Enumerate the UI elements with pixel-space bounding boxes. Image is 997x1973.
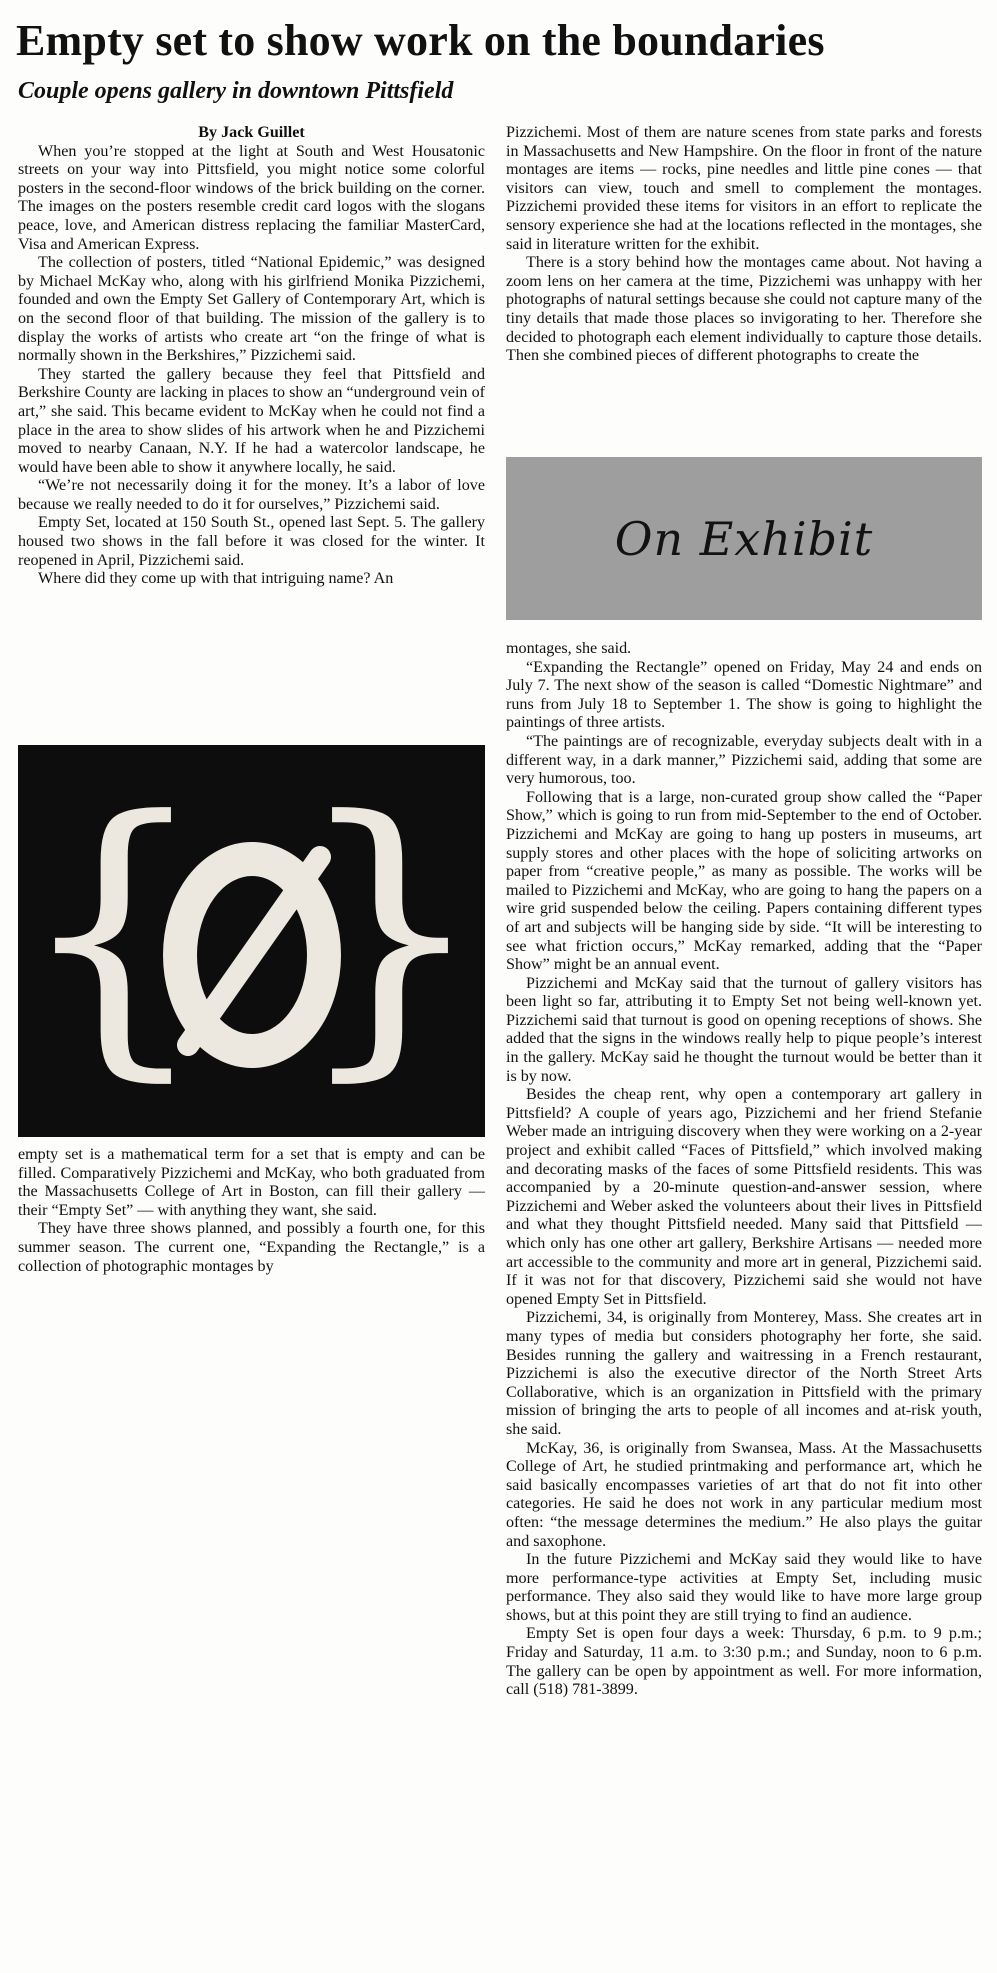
article-column-left-top (18, 124, 485, 589)
paragraph: Besides the cheap rent, why open a contemporary art gallery in Pittsfield? A couple of years ago, Pizzichemi and her friend Stefanie Weber made an intriguing discovery when they were working on a 2-year project and exhibit called “Faces of Pittsfield,” which involved making and decorating masks of the faces of some Pittsfield residents. This was accompanied by a 20-minute question-and-answer session, where Pizzichemi and Weber asked the volunteers about their lives in Pittsfield and what they thought Pittsfield needed. Many said that Pittsfield — which only has one other art gallery, Berkshire Artisans — needed more art accessible to the community and more art in general, Pizzichemi said. If it was not for that discovery, Pizzichemi said she would not have opened Empty Set in Pittsfield. (506, 1086, 982, 1308)
paragraph: empty set is a mathematical term for a set that is empty and can be filled. Comparatively Pizzichemi and McKay, who both graduated from the Massachusetts College of Art in Boston, can fill their gallery — their “Empty Set” — with anything they want, she said. (18, 1146, 485, 1219)
on-exhibit-text: On Exhibit (614, 511, 874, 566)
empty-set-logo (18, 745, 485, 1137)
paragraph: Pizzichemi, 34, is originally from Monterey, Mass. She creates art in many types of media but considers photography her forte, she said. Besides running the gallery and waitressing in a French restaurant, Pizzichemi is also the executive director of the North Street Arts Collaborative, which is an organization in Pittsfield with the primary mission of bringing the arts to people of all incomes and at-risk youth, she said. (506, 1309, 982, 1438)
paragraph: They started the gallery because they feel that Pittsfield and Berkshire County are lacking in places to show an “underground vein of art,” she said. This became evident to McKay when he could not find a place in the area to show slides of his artwork when he and Pizzichemi moved to nearby Canaan, N.Y. If he had a watercolor landscape, he would have been able to show it anywhere locally, he said. (18, 365, 485, 476)
on-exhibit-graphic (506, 457, 982, 620)
paragraph: Pizzichemi. Most of them are nature scenes from state parks and forests in Massachusetts and New Hampshire. On the floor in front of the nature montages are items — rocks, pine needles and little pine cones — that visitors can view, touch and smell to complement the montages. Pizzichemi provided these items for visitors in an effort to replicate the sensory experience she had at the locations reflected in the montages, she said in literature written for the exhibit. (506, 124, 982, 253)
paragraph: “We’re not necessarily doing it for the money. It’s a labor of love because we really needed to do it for ourselves,” Pizzichemi said. (18, 477, 485, 513)
svg-text:}: } (294, 757, 485, 1106)
paragraph: McKay, 36, is originally from Swansea, Mass. At the Massachusetts College of Art, he studied printmaking and performance art, which he said basically encompasses varieties of art that do not fit into other categories. He said he does not work in any particular medium most often: “the message determines the medium.” He also plays the guitar and saxophone. (506, 1439, 982, 1550)
paragraph: montages, she said. (506, 640, 632, 657)
article-column-right-top (506, 124, 982, 366)
paragraph: “The paintings are of recognizable, everyday subjects dealt with in a different way, in a dark manner,” Pizzichemi said, adding that some are very humorous, too. (506, 732, 982, 788)
article-column-left-bottom (18, 1146, 485, 1276)
paragraph: Empty Set is open four days a week: Thursday, 6 p.m. to 9 p.m.; Friday and Saturday, 11 a.m. to 3:30 p.m.; and Sunday, noon to 6 p.m. The gallery can be open by appointment as well. For more information, call (518) 781-3899. (506, 1625, 982, 1699)
byline: By Jack Guillet (198, 124, 305, 141)
paragraph: They have three shows planned, and possibly a fourth one, for this summer season. The current one, “Expanding the Rectangle,” is a collection of photographic montages by (18, 1220, 485, 1275)
paragraph: Following that is a large, non-curated group show called the “Paper Show,” which is going to run from mid-September to the end of October. Pizzichemi and McKay are going to hang up posters in museums, art supply stores and other places with the hope of soliciting artworks on paper from “creative people,” as many as possible. The works will be mailed to Pizzichemi and McKay, who are going to hang the papers on a wire grid suspended below the ceiling. Papers containing different types of art and subjects will be hanging side by side. “It will be interesting to see what friction occurs,” McKay remarked, adding that the “Paper Show” might be an annual event. (506, 788, 982, 974)
article-column-right-bottom (506, 640, 982, 1700)
paragraph: In the future Pizzichemi and McKay said they would like to have more performance-type activities at Empty Set, including music performance. They also said they would like to have more large group shows, but at this point they are still trying to find an audience. (506, 1551, 982, 1624)
headline: Empty set to show work on the boundaries (16, 16, 825, 65)
paragraph: When you’re stopped at the light at South and West Housatonic streets on your way into Pittsfield, you might notice some colorful posters in the second-floor windows of the brick building on the corner. The images on the posters resemble credit card logos with the slogans peace, love, and American distress replacing the familiar MasterCard, Visa and American Express. (18, 142, 485, 253)
empty-set-logo-text (18, 745, 19, 746)
paragraph: “Expanding the Rectangle” opened on Friday, May 24 and ends on July 7. The next show of the season is called “Domestic Nightmare” and runs from July 18 to September 1. The show is going to highlight the paintings of three artists. (506, 658, 982, 732)
empty-set-icon (18, 745, 485, 1137)
paragraph: Pizzichemi and McKay said that the turnout of gallery visitors has been light so far, attributing it to Empty Set not being well-known yet. Pizzichemi said that turnout is good on opening receptions of shows. She added that the signs in the windows really help to pique people’s interest in the gallery. McKay said he thought the turnout would be better than it is by now. (506, 974, 982, 1085)
paragraph: There is a story behind how the montages came about. Not having a zoom lens on her camera at the time, Pizzichemi was unhappy with her photographs of natural settings because she could not capture many of the tiny details that made those places so invigorating to her. Therefore she decided to photograph each element individually to capture those details. Then she combined pieces of different photographs to create the (506, 254, 982, 365)
paragraph: Where did they come up with that intriguing name? An (38, 570, 394, 588)
paragraph: Empty Set, located at 150 South St., opened last Sept. 5. The gallery housed two shows in the fall before it was closed for the winter. It reopened in April, Pizzichemi said. (18, 514, 485, 569)
paragraph: The collection of posters, titled “National Epidemic,” was designed by Michael McKay who, along with his girlfriend Monika Pizzichemi, founded and own the Empty Set Gallery of Contemporary Art, which is on the second floor of that building. The mission of the gallery is to display the works of artists who create art “on the fringe of what is normally shown in the Berkshires,” Pizzichemi said. (18, 254, 485, 365)
subhead: Couple opens gallery in downtown Pittsfield (18, 78, 454, 104)
svg-text:{: { (18, 757, 209, 1106)
